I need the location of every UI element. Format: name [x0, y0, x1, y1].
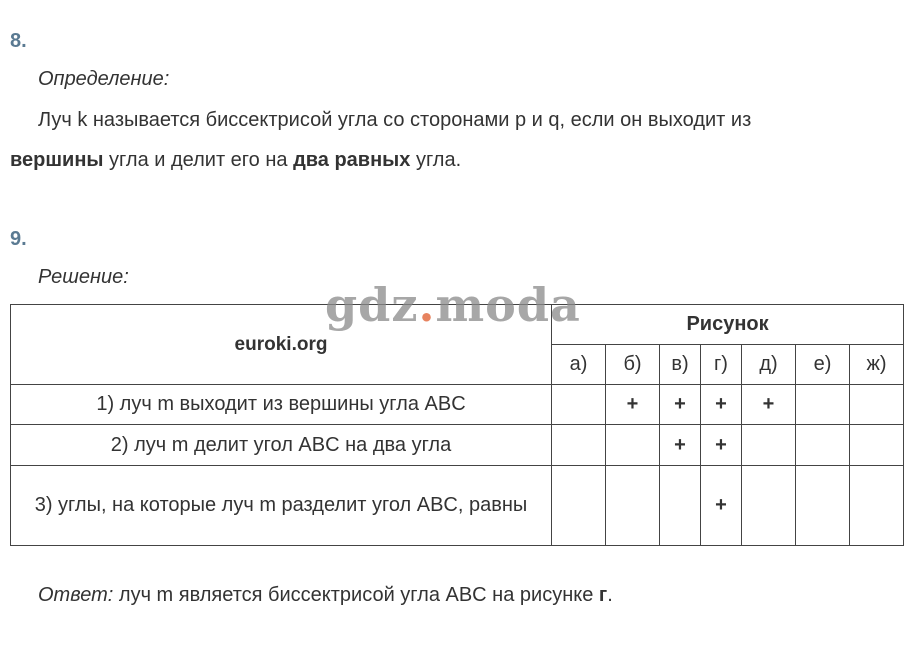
answer-label: Ответ: — [38, 584, 114, 606]
table-cell: + — [701, 385, 742, 425]
definition-line-2a: угла и делит его на — [103, 149, 294, 171]
row-label: 1) луч m выходит из вершины угла ABC — [11, 385, 552, 425]
table-cell: + — [606, 385, 660, 425]
table-cell — [796, 385, 850, 425]
column-header-b: б) — [606, 345, 660, 385]
answer-text: луч m является биссектрисой угла ABC на рисунке — [113, 584, 599, 606]
table-cell: + — [701, 425, 742, 465]
table-cell — [850, 385, 904, 425]
table-cell — [660, 465, 701, 545]
table-cell — [552, 425, 606, 465]
table-cell — [552, 465, 606, 545]
column-header-e: е) — [796, 345, 850, 385]
table-cell — [796, 465, 850, 545]
table-cell — [742, 425, 796, 465]
row-label: 3) углы, на которые луч m разделит угол ABC, равны — [11, 465, 552, 545]
table-cell: + — [660, 425, 701, 465]
answer-end: . — [607, 584, 613, 606]
table-cell — [850, 425, 904, 465]
column-header-a: а) — [552, 345, 606, 385]
solution-table — [10, 304, 904, 546]
table-cell — [552, 385, 606, 425]
definition-line-1: Луч k называется биссектрисой угла со сторонами p и q, если он выходит из — [38, 109, 752, 131]
figure-header: Рисунок — [552, 305, 904, 345]
table-cell: + — [701, 465, 742, 545]
section-number-8: 8. — [10, 30, 27, 52]
solution-label: Решение: — [38, 266, 129, 288]
column-header-v: в) — [660, 345, 701, 385]
definition-label: Определение: — [38, 68, 170, 90]
site-watermark — [325, 278, 581, 332]
definition-line-2b: угла. — [410, 149, 462, 171]
table-cell: + — [742, 385, 796, 425]
watermark-left: gdz — [325, 278, 419, 332]
definition-text — [10, 100, 903, 180]
answer-line — [38, 584, 613, 607]
table-row — [11, 385, 904, 425]
section-number-9: 9. — [10, 228, 27, 250]
corner-watermark-text: euroki.org — [234, 334, 328, 356]
table-row — [11, 465, 904, 545]
table-row — [11, 425, 904, 465]
table-cell — [850, 465, 904, 545]
table-cell — [796, 425, 850, 465]
table-cell — [606, 425, 660, 465]
watermark-right: moda — [435, 278, 581, 332]
column-header-g: г) — [701, 345, 742, 385]
definition-bold-vertex: вершины — [10, 149, 104, 171]
table-cell — [742, 465, 796, 545]
column-header-d: д) — [742, 345, 796, 385]
table-cell: + — [660, 385, 701, 425]
answer-bold: г — [598, 584, 608, 606]
table-cell — [606, 465, 660, 545]
watermark-dot: . — [418, 278, 436, 332]
column-header-zh: ж) — [850, 345, 904, 385]
definition-bold-equal: два равных — [293, 149, 411, 171]
row-label: 2) луч m делит угол ABC на два угла — [11, 425, 552, 465]
